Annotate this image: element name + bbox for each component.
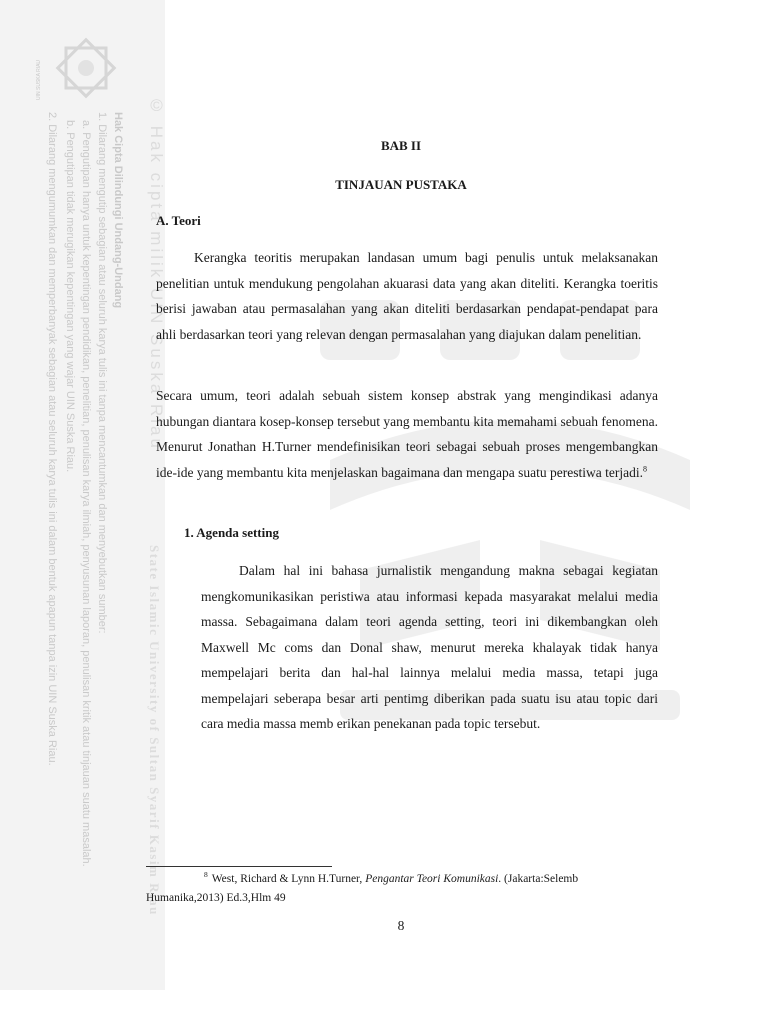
chapter-title: TINJAUAN PUSTAKA [335,177,467,192]
footnote-divider [146,866,332,867]
logo-caption: UIN SUSKA RIAU [36,59,42,100]
law-item-1: 1. Dilarang mengutip sebagian atau seluruh karya tulis ini tanpa mencantumkan dan menyebutkan sumber: [96,112,108,634]
paragraph-agenda-setting: Dalam hal ini bahasa jurnalistik mengandung makna sebagai kegiatan mengkomunikasikan peristiwa atau informasi kepada masyarakat melalui media massa. Sebagaimana dalam teori agenda setting, teori ini dikembangkan oleh Maxwell Mc coms dan Donal shaw, menurut mereka khalayak tidak hanya mempelajari berita dan hal-hal lainnya melalui media massa, tetapi juga mempelajari seberapa besar arti pentimg diberikan pada suatu isu atau topic dari cara media massa memb erikan penekanan pada topic tersebut. [201,563,658,731]
paragraph-secara-umum [156,383,658,485]
footnote-number: 8 [204,870,208,880]
page-number: 8 [397,918,405,933]
university-watermark: State Islamic University of Sultan Syarif Kasim Riau [147,545,162,916]
footnote-authors: West, Richard & Lynn H.Turner, [211,873,366,885]
law-item-2: 2. Dilarang mengumumkan dan memperbanyak sebagian atau seluruh karya tulis ini dalam bentuk apapun tanpa izin UIN Suska Riau. [46,112,58,766]
footnote-publication: . (Jakarta:Selemb Humanika,2013) Ed.3,Hlm 49 [146,873,579,904]
footnote-reference[interactable]: 8 [642,464,647,473]
law-title: Hak Cipta Dilindungi Undang-Undang [112,112,124,309]
paragraph-secara-umum-text: Secara umum, teori adalah sebuah sistem konsep abstrak yang mengindikasi adanya hubungan diantara kosep-konsep tersebut yang membantu kita memahami sebuah fenomena. Menurut Jonathan H.Turner mendefinisikan teori sebagai sebuah proses mengembangkan ide-ide yang membantu kita menjelaskan bagaimana dan mengapa suatu perestiwa terjadi. [156,388,658,480]
footnote [146,870,658,908]
law-item-1a: a. Pengutipan hanya untuk kepentingan pendidikan, penelitian, penulisan karya ilmiah, penyusunan laporan, penulisan kritik atau tinjauan suatu masalah. [80,120,92,867]
section-heading-teori: A. Teori [156,213,201,228]
footnote-book-title: Pengantar Teori Komunikasi [365,873,499,885]
copyright-watermark: © Hak cipta milik UIN Suska Riau [147,96,166,451]
law-item-1b: b. Pengutipan tidak merugikan kepentingan yang wajar UIN Suska Riau. [64,120,76,473]
chapter-number: BAB II [380,138,422,153]
paragraph-kerangka-teoritis: Kerangka teoritis merupakan landasan umum bagi penulis untuk melaksanakan penelitian untuk mendukung pengolahan akuarasi data yang akan diteliti. Kerangka toeritis berisi jawaban atau permasalahan yang akan diteliti berdasarkan pendapat-pendapat para ahli berdasarkan teori yang relevan dengan permasalahan yang diajukan dalam penelitian. [156,250,658,342]
subsection-heading-agenda-setting: 1. Agenda setting [184,525,279,540]
